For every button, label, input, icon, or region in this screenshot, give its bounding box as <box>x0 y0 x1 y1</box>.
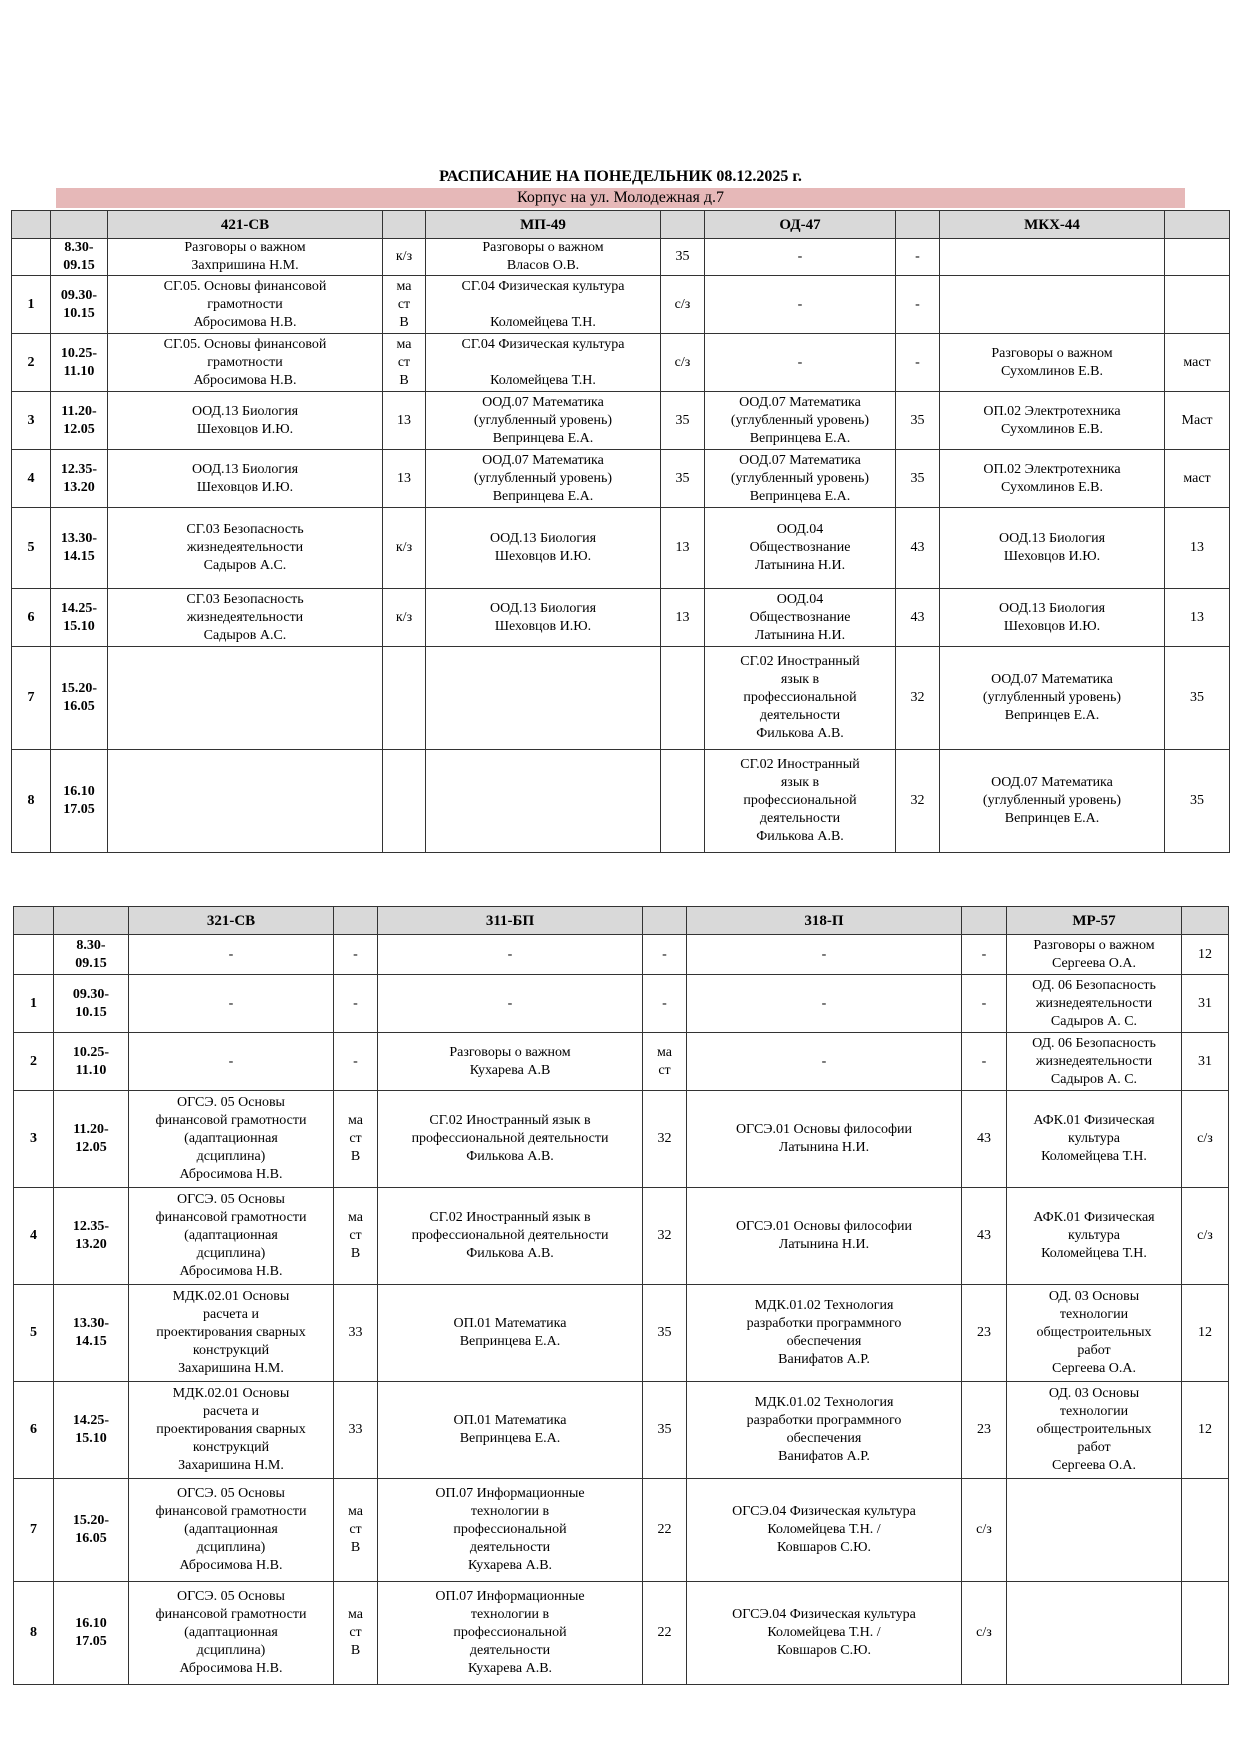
building-subtitle: Корпус на ул. Молодежная д.7 <box>56 188 1185 208</box>
lesson-row <box>14 1582 1229 1685</box>
room-cell: 13 <box>661 589 705 647</box>
lesson-number: 1 <box>12 276 51 334</box>
lesson-time: 11.20- 12.05 <box>54 1091 129 1188</box>
room-cell: - <box>962 1033 1007 1091</box>
room-cell: маст <box>1165 334 1230 392</box>
lesson-time: 09.30- 10.15 <box>54 975 129 1033</box>
lesson-time: 14.25- 15.10 <box>54 1382 129 1479</box>
room-cell: 35 <box>661 392 705 450</box>
room-cell: 35 <box>643 1285 687 1382</box>
header-room <box>383 211 426 239</box>
lesson-row <box>12 589 1230 647</box>
header-num <box>14 907 54 935</box>
subject-cell: ОГСЭ.04 Физическая культура Коломейцева Т.Н. / Ковшаров С.Ю. <box>687 1582 962 1685</box>
lesson-time: 12.35- 13.20 <box>54 1188 129 1285</box>
subject-cell <box>940 276 1165 334</box>
lesson-number: 7 <box>14 1479 54 1582</box>
subject-cell: СГ.05. Основы финансовой грамотности Абросимова Н.В. <box>108 334 383 392</box>
room-cell: с/з <box>962 1479 1007 1582</box>
lesson-number: 4 <box>12 450 51 508</box>
room-cell: 12 <box>1182 935 1229 975</box>
subject-cell <box>108 750 383 853</box>
subject-cell: ОП.01 Математика Вепринцева Е.А. <box>378 1382 643 1479</box>
schedule-table-1 <box>11 210 1230 853</box>
subject-cell: МДК.02.01 Основы расчета и проектирования сварных конструкций Захаришина Н.М. <box>129 1285 334 1382</box>
subject-cell: - <box>129 975 334 1033</box>
subject-cell: СГ.02 Иностранный язык в профессиональной деятельности Филькова А.В. <box>378 1188 643 1285</box>
room-cell: - <box>643 935 687 975</box>
subject-cell: ОГСЭ. 05 Основы финансовой грамотности (адаптационная дсциплина) Абросимова Н.В. <box>129 1479 334 1582</box>
subject-cell: - <box>705 334 896 392</box>
room-cell: - <box>896 239 940 276</box>
lesson-time: 8.30- 09.15 <box>54 935 129 975</box>
room-cell <box>383 647 426 750</box>
room-cell: - <box>334 1033 378 1091</box>
subject-cell: ООД.07 Математика (углубленный уровень) Вепринцева Е.А. <box>426 392 661 450</box>
subject-cell <box>426 647 661 750</box>
subject-cell: ООД.04 Обществознание Латынина Н.И. <box>705 589 896 647</box>
lesson-number: 6 <box>12 589 51 647</box>
room-cell: 12 <box>1182 1382 1229 1479</box>
room-cell: к/з <box>383 508 426 589</box>
lesson-number <box>12 239 51 276</box>
room-cell: - <box>962 935 1007 975</box>
subject-cell: АФК.01 Физическая культура Коломейцева Т.Н. <box>1007 1091 1182 1188</box>
room-cell: ма ст В <box>334 1188 378 1285</box>
lesson-row <box>14 1188 1229 1285</box>
room-cell: 31 <box>1182 975 1229 1033</box>
subject-cell <box>1007 1582 1182 1685</box>
room-cell: - <box>962 975 1007 1033</box>
header-room <box>896 211 940 239</box>
room-cell: 13 <box>383 392 426 450</box>
lesson-number: 2 <box>14 1033 54 1091</box>
room-cell: 32 <box>896 647 940 750</box>
lesson-number <box>14 935 54 975</box>
room-cell: 35 <box>1165 647 1230 750</box>
lesson-time: 09.30- 10.15 <box>51 276 108 334</box>
room-cell: ма ст В <box>383 276 426 334</box>
room-cell: 33 <box>334 1285 378 1382</box>
room-cell: 32 <box>896 750 940 853</box>
lesson-number: 5 <box>12 508 51 589</box>
subject-cell: СГ.02 Иностранный язык в профессиональной деятельности Филькова А.В. <box>705 750 896 853</box>
room-cell <box>661 750 705 853</box>
room-cell: к/з <box>383 589 426 647</box>
subject-cell: ОП.02 Электротехника Сухомлинов Е.В. <box>940 392 1165 450</box>
subject-cell: ООД.13 Биология Шеховцов И.Ю. <box>426 508 661 589</box>
subject-cell: ООД.07 Математика (углубленный уровень) Вепринцева Е.А. <box>426 450 661 508</box>
subject-cell: СГ.02 Иностранный язык в профессиональной деятельности Филькова А.В. <box>378 1091 643 1188</box>
lesson-row <box>12 276 1230 334</box>
header-time <box>51 211 108 239</box>
room-cell: 32 <box>643 1091 687 1188</box>
room-cell: маст <box>1165 450 1230 508</box>
subject-cell: Разговоры о важном Кухарева А.В <box>378 1033 643 1091</box>
subject-cell: ООД.13 Биология Шеховцов И.Ю. <box>940 589 1165 647</box>
room-cell <box>1165 239 1230 276</box>
room-cell: с/з <box>661 276 705 334</box>
subject-cell: СГ.03 Безопасность жизнедеятельности Садыров А.С. <box>108 589 383 647</box>
lesson-row <box>12 508 1230 589</box>
lesson-number: 4 <box>14 1188 54 1285</box>
subject-cell: ООД.13 Биология Шеховцов И.Ю. <box>108 392 383 450</box>
lesson-time: 10.25- 11.10 <box>54 1033 129 1091</box>
room-cell: 13 <box>383 450 426 508</box>
lesson-number: 3 <box>14 1091 54 1188</box>
room-cell: 35 <box>896 392 940 450</box>
room-cell: ма ст В <box>334 1479 378 1582</box>
lesson-number: 8 <box>12 750 51 853</box>
room-cell: 43 <box>962 1188 1007 1285</box>
room-cell: - <box>643 975 687 1033</box>
lesson-time: 14.25- 15.10 <box>51 589 108 647</box>
subject-cell: ОГСЭ. 05 Основы финансовой грамотности (адаптационная дсциплина) Абросимова Н.В. <box>129 1188 334 1285</box>
subject-cell: ОГСЭ. 05 Основы финансовой грамотности (адаптационная дсциплина) Абросимова Н.В. <box>129 1582 334 1685</box>
lesson-number: 8 <box>14 1582 54 1685</box>
room-cell: 13 <box>1165 589 1230 647</box>
subject-cell <box>108 647 383 750</box>
room-cell <box>661 647 705 750</box>
room-cell: с/з <box>1182 1091 1229 1188</box>
lesson-row <box>12 450 1230 508</box>
room-cell: 43 <box>896 589 940 647</box>
lesson-number: 3 <box>12 392 51 450</box>
group-header: 321-СВ <box>129 907 334 935</box>
lesson-row <box>14 1479 1229 1582</box>
lesson-time: 8.30- 09.15 <box>51 239 108 276</box>
subject-cell: ОГСЭ.04 Физическая культура Коломейцева Т.Н. / Ковшаров С.Ю. <box>687 1479 962 1582</box>
subject-cell: - <box>687 935 962 975</box>
lesson-time: 13.30- 14.15 <box>51 508 108 589</box>
subject-cell: - <box>687 975 962 1033</box>
subject-cell <box>426 750 661 853</box>
room-cell: к/з <box>383 239 426 276</box>
lesson-time: 10.25- 11.10 <box>51 334 108 392</box>
room-cell: 12 <box>1182 1285 1229 1382</box>
subject-cell: Разговоры о важном Сухомлинов Е.В. <box>940 334 1165 392</box>
header-num <box>12 211 51 239</box>
subject-cell: СГ.04 Физическая культура Коломейцева Т.Н. <box>426 334 661 392</box>
lesson-row <box>12 239 1230 276</box>
room-cell: 35 <box>661 450 705 508</box>
subject-cell: Разговоры о важном Сергеева О.А. <box>1007 935 1182 975</box>
room-cell: Маст <box>1165 392 1230 450</box>
subject-cell: ООД.07 Математика (углубленный уровень) Вепринцева Е.А. <box>705 450 896 508</box>
subject-cell: ООД.13 Биология Шеховцов И.Ю. <box>940 508 1165 589</box>
subject-cell: ОП.07 Информационные технологии в профессиональной деятельности Кухарева А.В. <box>378 1582 643 1685</box>
subject-cell: МДК.01.02 Технология разработки программного обеспечения Ванифатов А.Р. <box>687 1285 962 1382</box>
lesson-row <box>12 334 1230 392</box>
room-cell <box>1182 1582 1229 1685</box>
header-room <box>643 907 687 935</box>
subject-cell: ОП.01 Математика Вепринцева Е.А. <box>378 1285 643 1382</box>
room-cell: 22 <box>643 1582 687 1685</box>
room-cell: - <box>896 334 940 392</box>
lesson-number: 6 <box>14 1382 54 1479</box>
subject-cell <box>940 239 1165 276</box>
room-cell: 35 <box>661 239 705 276</box>
subject-cell: СГ.04 Физическая культура Коломейцева Т.Н. <box>426 276 661 334</box>
room-cell: ма ст <box>643 1033 687 1091</box>
room-cell: 43 <box>896 508 940 589</box>
room-cell: ма ст В <box>334 1582 378 1685</box>
lesson-number: 2 <box>12 334 51 392</box>
lesson-row <box>12 647 1230 750</box>
subject-cell: - <box>705 276 896 334</box>
header-time <box>54 907 129 935</box>
group-header: МР-57 <box>1007 907 1182 935</box>
page-title: РАСПИСАНИЕ НА ПОНЕДЕЛЬНИК 08.12.2025 г. <box>439 168 802 185</box>
lesson-time: 11.20- 12.05 <box>51 392 108 450</box>
lesson-number: 7 <box>12 647 51 750</box>
subject-cell: СГ.02 Иностранный язык в профессиональной деятельности Филькова А.В. <box>705 647 896 750</box>
subject-cell: ООД.04 Обществознание Латынина Н.И. <box>705 508 896 589</box>
room-cell: ма ст В <box>383 334 426 392</box>
subject-cell: ООД.13 Биология Шеховцов И.Ю. <box>108 450 383 508</box>
lesson-row <box>14 935 1229 975</box>
subject-cell: ОД. 06 Безопасность жизнедеятельности Садыров А. С. <box>1007 1033 1182 1091</box>
room-cell: с/з <box>661 334 705 392</box>
subject-cell: ОД. 03 Основы технологии общестроительных работ Сергеева О.А. <box>1007 1285 1182 1382</box>
room-cell: 13 <box>1165 508 1230 589</box>
subject-cell: СГ.03 Безопасность жизнедеятельности Садыров А.С. <box>108 508 383 589</box>
room-cell: 33 <box>334 1382 378 1479</box>
lesson-time: 15.20- 16.05 <box>51 647 108 750</box>
lesson-row <box>14 1285 1229 1382</box>
room-cell: 32 <box>643 1188 687 1285</box>
subject-cell: ОД. 06 Безопасность жизнедеятельности Садыров А. С. <box>1007 975 1182 1033</box>
table2-header-row <box>14 907 1229 935</box>
header-room <box>661 211 705 239</box>
subject-cell: СГ.05. Основы финансовой грамотности Абросимова Н.В. <box>108 276 383 334</box>
group-header: 311-БП <box>378 907 643 935</box>
lesson-time: 16.10 17.05 <box>54 1582 129 1685</box>
lesson-row <box>14 1382 1229 1479</box>
lesson-row <box>14 1091 1229 1188</box>
header-room <box>334 907 378 935</box>
subject-cell: ООД.13 Биология Шеховцов И.Ю. <box>426 589 661 647</box>
subject-cell: - <box>129 935 334 975</box>
schedule-table-2 <box>13 906 1229 1685</box>
subject-cell: АФК.01 Физическая культура Коломейцева Т.Н. <box>1007 1188 1182 1285</box>
room-cell <box>1182 1479 1229 1582</box>
subject-cell: ОП.02 Электротехника Сухомлинов Е.В. <box>940 450 1165 508</box>
subject-cell: МДК.02.01 Основы расчета и проектирования сварных конструкций Захаришина Н.М. <box>129 1382 334 1479</box>
room-cell: 35 <box>896 450 940 508</box>
subject-cell: - <box>378 975 643 1033</box>
room-cell: 35 <box>1165 750 1230 853</box>
subject-cell: ОГСЭ. 05 Основы финансовой грамотности (адаптационная дсциплина) Абросимова Н.В. <box>129 1091 334 1188</box>
header-room <box>962 907 1007 935</box>
subject-cell: ОП.07 Информационные технологии в профессиональной деятельности Кухарева А.В. <box>378 1479 643 1582</box>
lesson-row <box>14 1033 1229 1091</box>
group-header: МП-49 <box>426 211 661 239</box>
lesson-row <box>12 750 1230 853</box>
lesson-time: 13.30- 14.15 <box>54 1285 129 1382</box>
room-cell: ма ст В <box>334 1091 378 1188</box>
subject-cell: ОГСЭ.01 Основы философии Латынина Н.И. <box>687 1188 962 1285</box>
subject-cell: - <box>705 239 896 276</box>
header-room <box>1182 907 1229 935</box>
room-cell <box>1165 276 1230 334</box>
lesson-number: 5 <box>14 1285 54 1382</box>
subject-cell: - <box>129 1033 334 1091</box>
room-cell: 31 <box>1182 1033 1229 1091</box>
room-cell: 43 <box>962 1091 1007 1188</box>
lesson-number: 1 <box>14 975 54 1033</box>
subject-cell <box>1007 1479 1182 1582</box>
room-cell: 13 <box>661 508 705 589</box>
header-room <box>1165 211 1230 239</box>
table1-header-row <box>12 211 1230 239</box>
lesson-time: 15.20- 16.05 <box>54 1479 129 1582</box>
subject-cell: ОГСЭ.01 Основы философии Латынина Н.И. <box>687 1091 962 1188</box>
room-cell: 23 <box>962 1382 1007 1479</box>
subject-cell: Разговоры о важном Захпришина Н.М. <box>108 239 383 276</box>
subject-cell: ОД. 03 Основы технологии общестроительных работ Сергеева О.А. <box>1007 1382 1182 1479</box>
group-header: ОД-47 <box>705 211 896 239</box>
room-cell: - <box>334 935 378 975</box>
subject-cell: - <box>378 935 643 975</box>
room-cell: - <box>896 276 940 334</box>
subject-cell: МДК.01.02 Технология разработки программного обеспечения Ванифатов А.Р. <box>687 1382 962 1479</box>
subject-cell: Разговоры о важном Власов О.В. <box>426 239 661 276</box>
subject-cell: ООД.07 Математика (углубленный уровень) Вепринцев Е.А. <box>940 750 1165 853</box>
subject-cell: - <box>687 1033 962 1091</box>
room-cell <box>383 750 426 853</box>
lesson-row <box>14 975 1229 1033</box>
subject-cell: ООД.07 Математика (углубленный уровень) Вепринцева Е.А. <box>705 392 896 450</box>
room-cell: с/з <box>962 1582 1007 1685</box>
room-cell: - <box>334 975 378 1033</box>
group-header: 421-СВ <box>108 211 383 239</box>
room-cell: 35 <box>643 1382 687 1479</box>
lesson-time: 16.10 17.05 <box>51 750 108 853</box>
room-cell: с/з <box>1182 1188 1229 1285</box>
group-header: МКХ-44 <box>940 211 1165 239</box>
room-cell: 23 <box>962 1285 1007 1382</box>
subject-cell: ООД.07 Математика (углубленный уровень) Вепринцев Е.А. <box>940 647 1165 750</box>
lesson-time: 12.35- 13.20 <box>51 450 108 508</box>
room-cell: 22 <box>643 1479 687 1582</box>
lesson-row <box>12 392 1230 450</box>
group-header: 318-П <box>687 907 962 935</box>
